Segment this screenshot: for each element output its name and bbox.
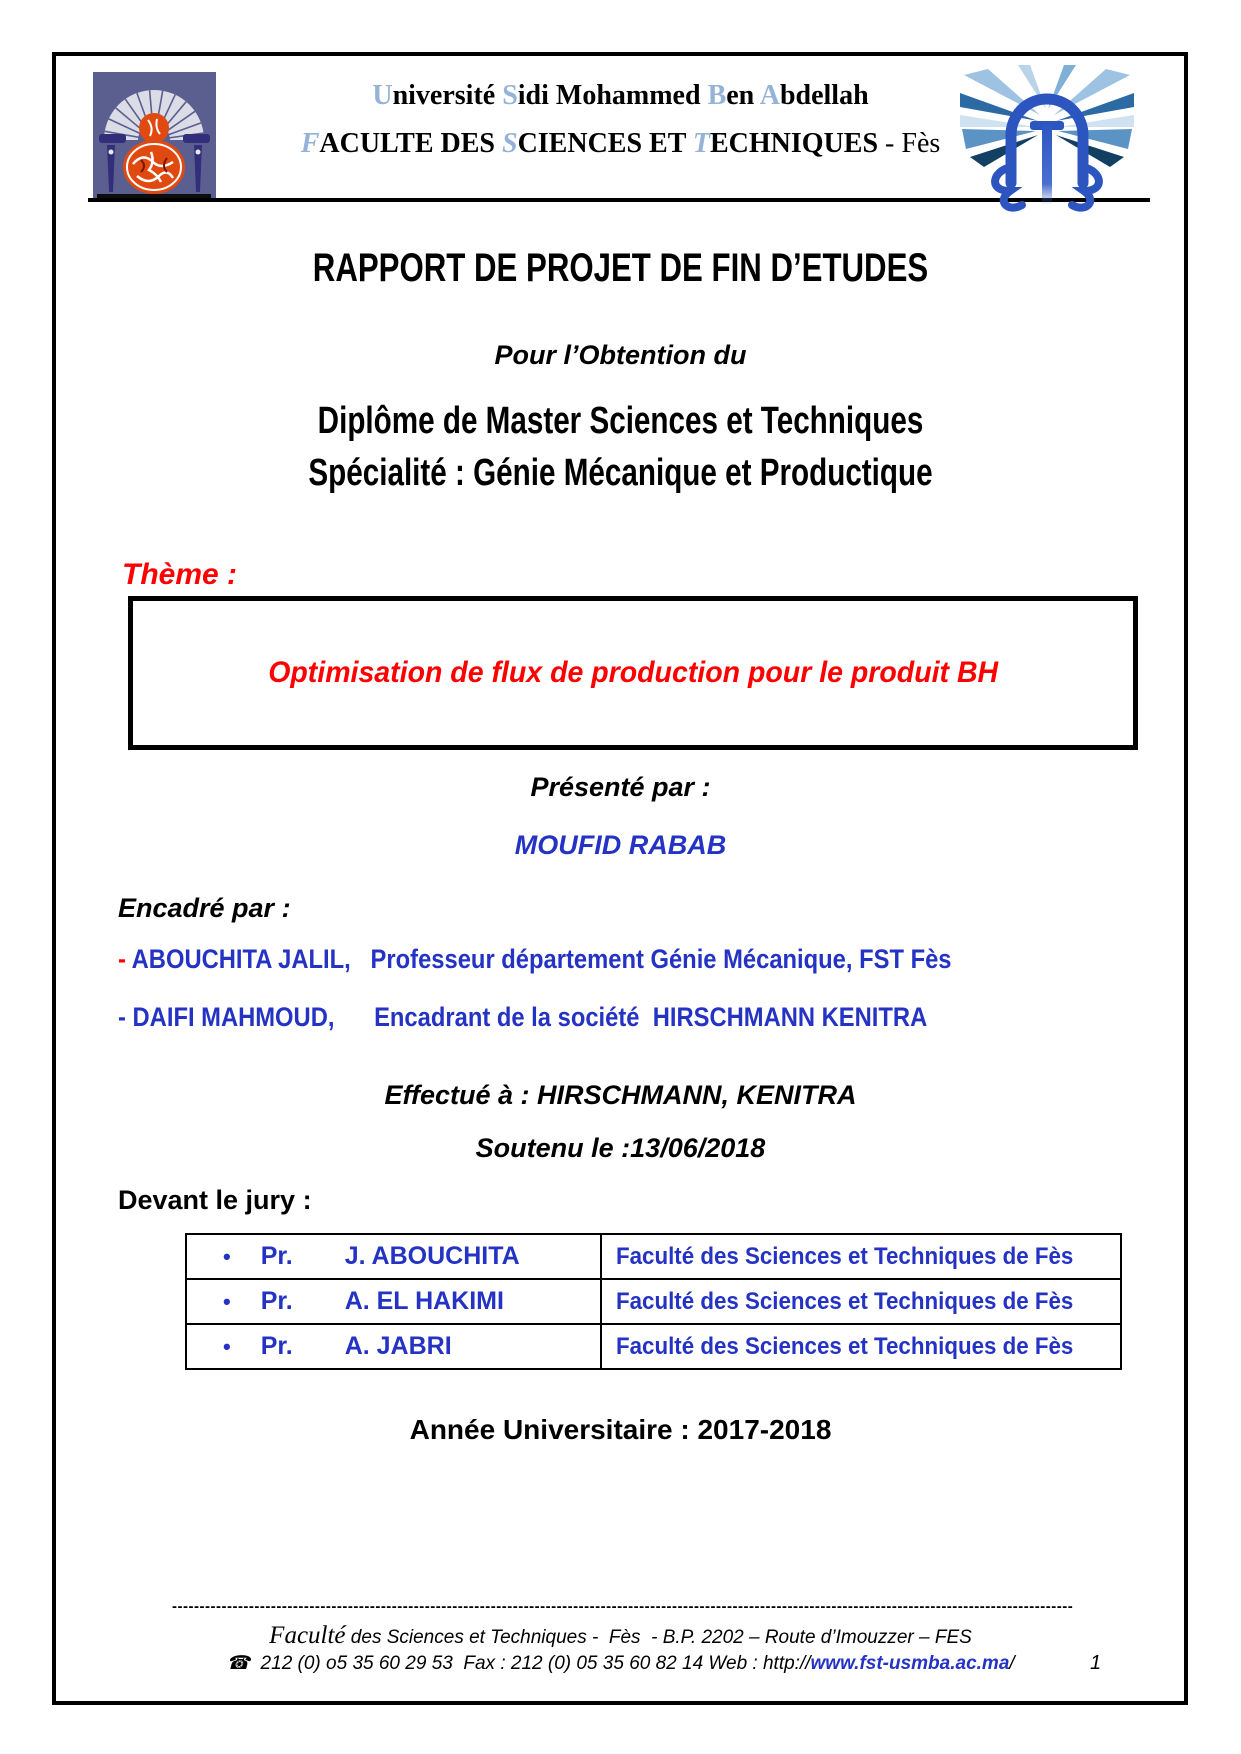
specialty-title: Spécialité : Génie Mécanique et Productique <box>308 452 933 494</box>
text-segment: bdellah <box>779 80 869 111</box>
bullet-icon: • <box>223 1243 231 1269</box>
jury-member-cell <box>187 1325 602 1368</box>
text-segment: B <box>707 80 727 111</box>
jury-affiliation-cell <box>602 1243 1120 1271</box>
supervised-by-label: Encadré par : <box>118 893 291 923</box>
footer-dashed-divider: -------------------------------------------------------------------------------------------------------------------------------------------------------------------- <box>172 1598 1074 1615</box>
theme-box <box>128 596 1138 750</box>
text-segment: idi Mohammed <box>517 80 708 111</box>
website-link[interactable]: www.fst-usmba.ac.ma <box>810 1653 1010 1674</box>
jury-member-cell <box>187 1235 602 1278</box>
fst-logo-icon <box>958 63 1136 215</box>
text-segment: ACULTE DES <box>319 128 502 159</box>
footer-address-rest: des Sciences et Techniques - Fès - B.P. 2202 – Route d’Imouzzer – FES <box>345 1627 972 1648</box>
footer-contact-text: 212 (0) o5 35 60 29 53 Fax : 212 (0) 05 35 60 82 14 Web : http:// <box>250 1653 811 1674</box>
academic-year: Année Universitaire : 2017-2018 <box>409 1414 832 1445</box>
text-segment: S <box>501 128 518 159</box>
jury-affiliation-cell <box>602 1333 1120 1361</box>
text-segment: ECHNIQUES <box>710 128 879 159</box>
theme-title: Optimisation de flux de production pour le produit BH <box>268 656 998 689</box>
jury-table <box>185 1233 1122 1370</box>
jury-name: J. ABOUCHITA <box>344 1242 520 1270</box>
text-segment: F <box>300 128 320 159</box>
text-segment: A <box>759 80 780 111</box>
supervisor-text: DAIFI MAHMOUD, Encadrant de la société HIRSCHMANN KENITRA <box>125 1002 928 1032</box>
jury-label: Devant le jury : <box>118 1185 312 1215</box>
supervisor-text: ABOUCHITA JALIL, Professeur département Génie Mécanique, FST Fès <box>125 944 952 974</box>
text-segment: S <box>502 80 518 111</box>
theme-label: Thème : <box>122 558 238 591</box>
jury-affiliation-cell <box>602 1288 1120 1316</box>
jury-title: Pr. <box>260 1332 293 1360</box>
page-title: RAPPORT DE PROJET DE FIN D’ETUDES <box>312 246 929 290</box>
footer-faculty-word: Faculté <box>269 1622 346 1649</box>
author-name: MOUFID RABAB <box>514 830 727 860</box>
jury-title: Pr. <box>260 1287 293 1315</box>
supervisor-line <box>118 944 952 975</box>
text-segment: - Fès <box>878 128 941 159</box>
table-row <box>187 1325 1120 1368</box>
table-row <box>187 1280 1120 1325</box>
page-number: 1 <box>1090 1652 1102 1674</box>
text-segment: CIENCES ET <box>517 128 693 159</box>
jury-member-cell <box>187 1280 602 1323</box>
jury-affiliation: Faculté des Sciences et Techniques de Fès <box>616 1287 1074 1315</box>
page-border-frame <box>52 52 1188 1705</box>
defense-date: Soutenu le :13/06/2018 <box>475 1133 766 1163</box>
footer-link-suffix: / <box>1009 1653 1015 1674</box>
jury-affiliation: Faculté des Sciences et Techniques de Fès <box>616 1242 1074 1270</box>
dash-bullet: - <box>118 944 126 974</box>
fst-logo <box>958 63 1136 215</box>
dash-bullet: - <box>118 1002 126 1032</box>
presented-by-label: Présenté par : <box>530 772 711 802</box>
table-row <box>187 1235 1120 1280</box>
jury-name: A. EL HAKIMI <box>344 1287 504 1315</box>
subtitle-for-obtaining: Pour l’Obtention du <box>494 340 747 370</box>
supervisor-line <box>118 1002 927 1033</box>
text-segment: en <box>726 80 760 111</box>
performed-at: Effectué à : HIRSCHMANN, KENITRA <box>384 1080 857 1110</box>
jury-title: Pr. <box>260 1242 293 1270</box>
jury-name: A. JABRI <box>344 1332 452 1360</box>
bullet-icon: • <box>223 1288 231 1314</box>
phone-icon: ☎ <box>226 1653 250 1674</box>
footer-address <box>0 1622 1241 1650</box>
bullet-icon: • <box>223 1333 231 1359</box>
text-segment: T <box>692 128 710 159</box>
jury-affiliation: Faculté des Sciences et Techniques de Fès <box>616 1332 1074 1360</box>
diploma-title: Diplôme de Master Sciences et Techniques <box>317 400 924 442</box>
footer-contact <box>0 1652 1241 1675</box>
text-segment: niversité <box>392 80 503 111</box>
text-segment: U <box>372 80 393 111</box>
